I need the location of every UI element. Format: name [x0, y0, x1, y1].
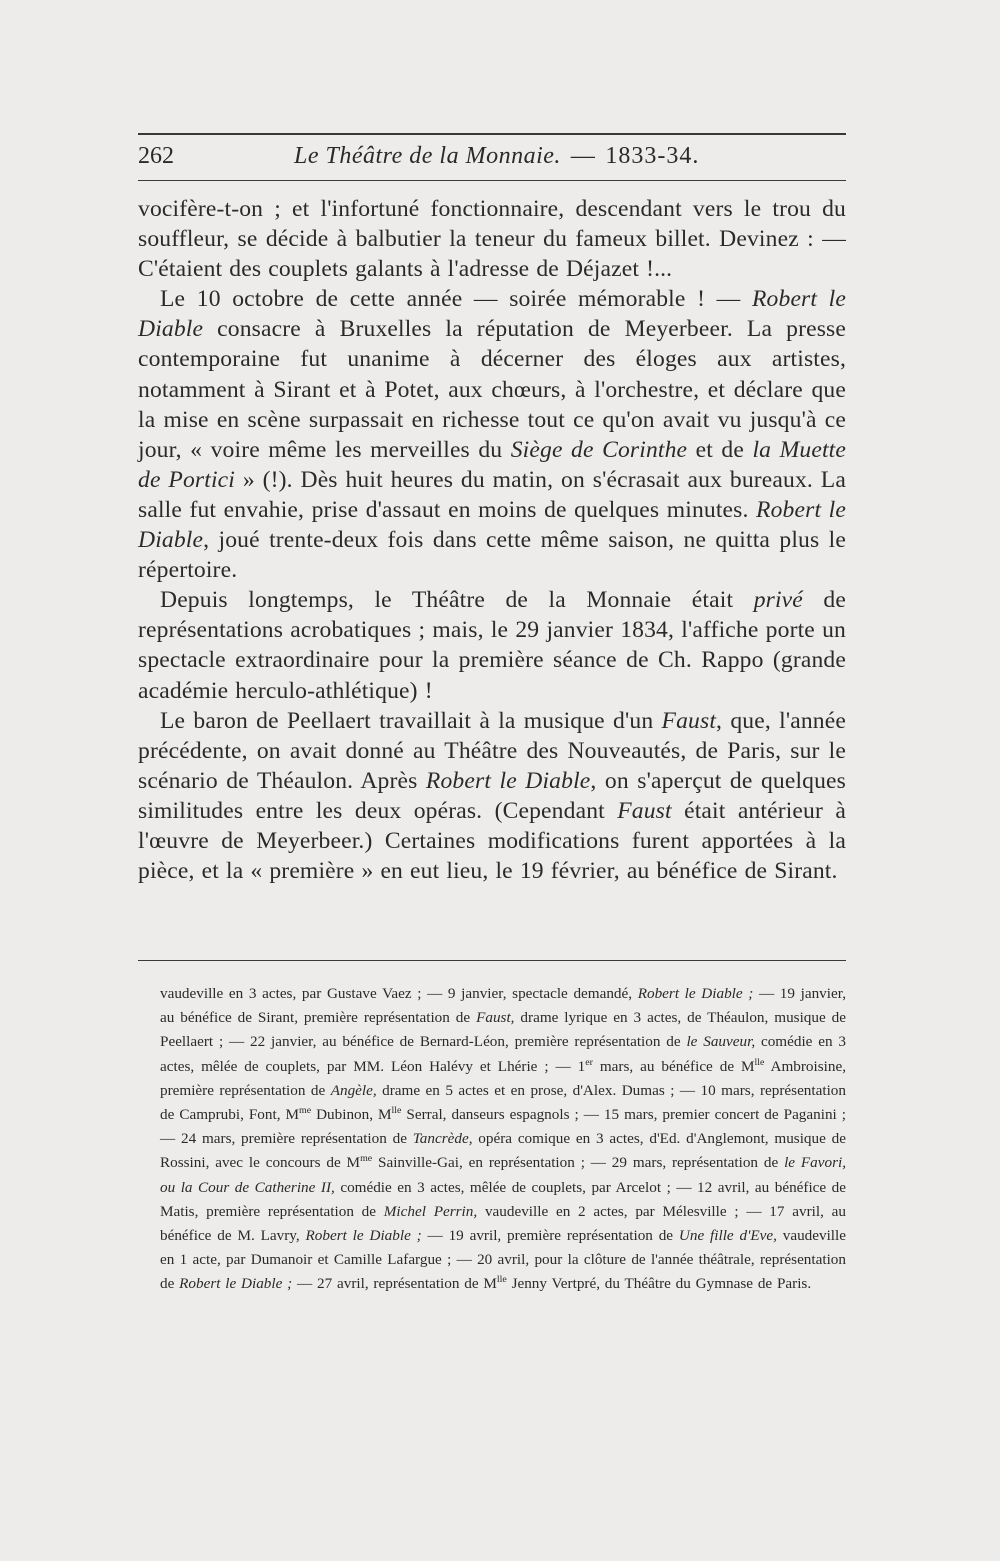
italic-title: Michel Perrin,: [383, 1202, 478, 1220]
italic-title: Faust,: [476, 1009, 515, 1027]
text-run: de représentations acrobatiques ; mais, le 29 janvier 1834, l'affiche porte un spectacle extraordinaire pour la première séance de Ch. Rappo (grande académie herculo-athlétique) !: [138, 587, 846, 704]
text-run: et de: [687, 436, 753, 463]
running-separator: —: [570, 143, 596, 169]
italic-title: Robert le Diable: [138, 496, 846, 554]
header-bottom-rule: [138, 180, 846, 181]
italic-title: le Favori, ou la Cour de Catherine II,: [160, 1154, 847, 1196]
italic-title: Une fille d'Eve,: [678, 1227, 777, 1245]
text-run: , on s'aperçut de quelques similitudes entre les deux opéras. (Cependant: [138, 767, 847, 824]
text-run: Le baron de Peellaert travaillait à la musique d'un: [160, 707, 662, 734]
italic-title: Angèle,: [330, 1081, 377, 1099]
text-run: mars, au bénéfice de M: [592, 1057, 755, 1075]
footnote-rule: [138, 960, 846, 961]
italic-title: la Muette de Portici: [138, 436, 846, 493]
paragraph-1: [138, 194, 846, 284]
italic-title: Robert le Diable ;: [179, 1275, 293, 1293]
text-run: drame en 5 actes et en prose, d'Alex. Dumas ; — 10 mars, représentation de Camprubi, Font, M: [160, 1081, 846, 1124]
italic-title: Faust: [617, 797, 672, 824]
header-top-rule: [138, 133, 846, 135]
text-run: Dubinon, M: [311, 1106, 392, 1124]
text-run: consacre à Bruxelles la réputation de Meyerbeer. La presse contemporaine fut unanime à décerner des éloges aux artistes, notamment à Sirant et à Potet, aux chœurs, à l'orchestre, et déclare que la mise en scène surpassait en richesse tout ce qu'on avait vu jusqu'à ce jour, « voire même les merveilles du: [138, 316, 846, 463]
italic-title: Faust: [661, 707, 717, 734]
page-header: [138, 143, 846, 177]
text-run: Jenny Vertpré, du Théâtre du Gymnase de Paris.: [506, 1275, 812, 1293]
text-run: Sainville-Gai, en représentation ; — 29 mars, représentation de: [372, 1154, 785, 1172]
footnote: [160, 982, 846, 1297]
paragraph-3: [138, 585, 846, 705]
italic-title: Robert le Diable ;: [305, 1227, 422, 1245]
paragraph-4: [138, 706, 846, 887]
text-run: comédie en 3 actes, mêlée de couplets, par MM. Léon Halévy et Lhérie ; — 1: [160, 1033, 846, 1075]
italic-word: privé: [753, 587, 803, 614]
superscript: lle: [754, 1056, 765, 1068]
italic-title: le Sauveur,: [686, 1033, 756, 1051]
text-run: , que, l'année précédente, on avait donné au Théâtre des Nouveautés, de Paris, sur le scénario de Théaulon. Après: [138, 707, 846, 794]
text-run: Depuis longtemps, le Théâtre de la Monnaie était: [160, 587, 754, 614]
superscript: lle: [391, 1104, 402, 1116]
paragraph-2: [138, 284, 846, 585]
text-run: opéra comique en 3 actes, d'Ed. d'Anglemont, musique de Rossini, avec le concours de M: [160, 1130, 846, 1172]
italic-title: Robert le Diable: [425, 767, 591, 794]
superscript: lle: [496, 1274, 507, 1286]
superscript: me: [360, 1153, 373, 1165]
page-number: 262: [138, 143, 174, 169]
text-run: » (!). Dès huit heures du matin, on s'écrasait aux bureaux. La salle fut envahie, prise d'assaut en moins de quelques minutes.: [138, 466, 846, 523]
superscript: me: [299, 1104, 312, 1116]
italic-title: Robert le Diable ;: [637, 985, 754, 1002]
running-title: Le Théâtre de la Monnaie.: [294, 143, 561, 169]
text-run: — 27 avril, représentation de M: [292, 1275, 497, 1293]
text-run: vocifère-t-on ; et l'infortuné fonctionnaire, descendant vers le trou du souffleur, se décide à balbutier la teneur du fameux billet. Devinez : — C'étaient des couplets galants à l'adresse de Déjazet !...: [138, 196, 846, 283]
italic-title: Tancrède,: [412, 1130, 473, 1148]
italic-title: Robert le Diable: [138, 286, 846, 343]
text-run: Ambroisine, première représentation de: [160, 1057, 846, 1099]
text-run: — 19 avril, première représentation de: [421, 1227, 679, 1245]
text-run: Le 10 octobre de cette année — soirée mémorable ! —: [160, 286, 752, 313]
superscript: er: [585, 1056, 593, 1068]
italic-title: Siège de Corinthe: [510, 436, 688, 463]
running-years: 1833-34.: [605, 143, 700, 169]
text-run: , joué trente-deux fois dans cette même saison, ne quitta plus le répertoire.: [138, 527, 846, 584]
text-run: vaudeville en 3 actes, par Gustave Vaez ; — 9 janvier, spectacle demandé,: [160, 985, 638, 1002]
text-run: Serral, danseurs espagnols ; — 15 mars, premier concert de Paganini ; — 24 mars, première représentation de: [160, 1106, 846, 1148]
text-run: était antérieur à l'œuvre de Meyerbeer.) Certaines modifications furent apportées à la pièce, et la « première » en eut lieu, le 19 février, au bénéfice de Sirant.: [138, 797, 846, 885]
text-run: vaudeville en 1 acte, par Dumanoir et Camille Lafargue ; — 20 avril, pour la clôture de l'année théâtrale, représentation de: [160, 1227, 846, 1293]
text-run: comédie en 3 actes, mêlée de couplets, par Arcelot ; — 12 avril, au bénéfice de Matis, première représentation de: [160, 1178, 847, 1220]
main-text: [138, 194, 846, 886]
text-run: vaudeville en 2 actes, par Mélesville ; — 17 avril, au bénéfice de M. Lavry,: [160, 1202, 846, 1245]
running-head: [294, 143, 699, 170]
text-run: — 19 janvier, au bénéfice de Sirant, première représentation de: [160, 985, 846, 1027]
footnote-paragraph: [160, 982, 846, 1297]
text-run: drame lyrique en 3 actes, de Théaulon, musique de Peellaert ; — 22 janvier, au bénéfice de Bernard-Léon, première représentation de: [160, 1009, 846, 1051]
